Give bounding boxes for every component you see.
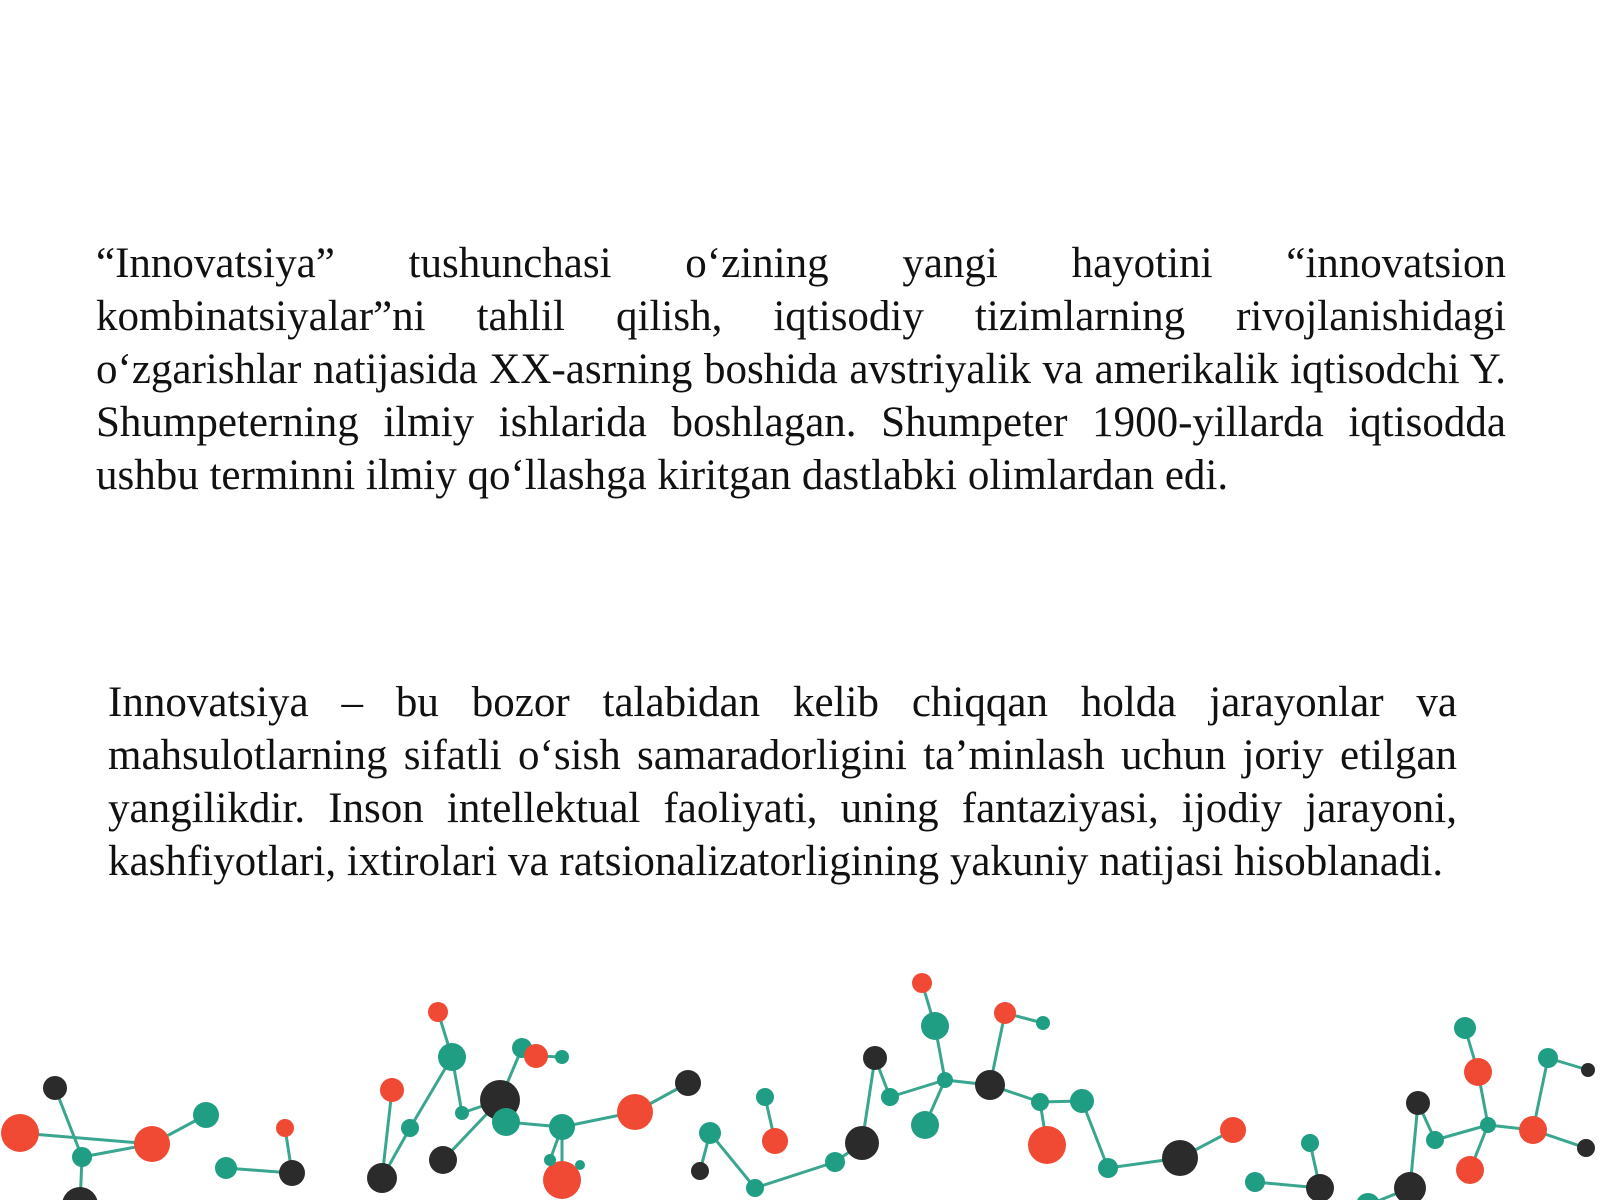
molecule-atom: [1426, 1131, 1444, 1149]
molecule-bond: [20, 1133, 152, 1144]
molecule-atom: [1, 1114, 39, 1152]
molecule-atom: [1406, 1091, 1430, 1115]
molecule-atom: [881, 1088, 899, 1106]
molecule-atom: [1538, 1048, 1558, 1068]
molecule-atom: [921, 1012, 949, 1040]
molecule-atom: [279, 1160, 305, 1186]
molecule-atom: [975, 1070, 1005, 1100]
molecule-network-icon: [0, 950, 1600, 1200]
molecule-atom: [1245, 1172, 1265, 1192]
molecule-atom: [276, 1119, 294, 1137]
molecule-atom: [1464, 1058, 1492, 1086]
molecule-atom: [549, 1114, 575, 1140]
molecule-atom: [1519, 1116, 1547, 1144]
molecule-atom: [62, 1187, 98, 1200]
molecule-atom: [825, 1152, 845, 1172]
molecule-atom: [455, 1106, 469, 1120]
molecule-atom: [1577, 1139, 1595, 1157]
molecule-atom: [1070, 1089, 1094, 1113]
molecule-atom: [1220, 1117, 1246, 1143]
molecule-atom: [911, 1111, 939, 1139]
molecule-atom: [845, 1126, 879, 1160]
molecule-atom: [367, 1163, 397, 1193]
molecule-atom: [1454, 1017, 1476, 1039]
molecule-atom: [1394, 1172, 1426, 1200]
molecule-atom: [544, 1154, 556, 1166]
molecule-atom: [1581, 1063, 1595, 1077]
molecule-atom: [1306, 1174, 1334, 1200]
molecule-atom: [1162, 1140, 1198, 1176]
molecule-atom: [72, 1147, 92, 1167]
molecule-atom: [429, 1146, 457, 1174]
molecule-atom: [1301, 1134, 1319, 1152]
molecule-atom: [1031, 1093, 1049, 1111]
molecule-atom: [1456, 1156, 1484, 1184]
molecule-atom: [555, 1050, 569, 1064]
molecule-atom: [1480, 1117, 1496, 1133]
molecule-atom: [492, 1108, 520, 1136]
molecule-atom: [699, 1122, 721, 1144]
molecule-atom: [1028, 1126, 1066, 1164]
molecule-atom: [428, 1002, 448, 1022]
paragraph-shumpeter: “Innovatsiya” tushunchasi o‘zining yangi hayotini “innovatsion kombinatsiyalar”ni tahlil qilish, iqtisodiy tizimlarning rivojlanishidagi o‘zgarishlar natijasida XX-asrning boshida avstriyalik va amerikalik iqtisodchi Y. Shumpeterning ilmiy ishlarida boshlagan. Shumpeter 1900-yillarda iqtisodda ushbu terminni ilmiy qo‘llashga kiritgan dastlabki olimlardan edi.: [96, 240, 1506, 499]
molecule-atom: [937, 1072, 953, 1088]
molecule-atom: [380, 1078, 404, 1102]
molecule-atom: [193, 1102, 219, 1128]
molecule-atom: [43, 1076, 67, 1100]
molecule-atom: [994, 1002, 1016, 1024]
molecule-atom: [575, 1160, 585, 1170]
molecule-atom: [863, 1046, 887, 1070]
paragraph-innovation-definition: Innovatsiya – bu bozor talabidan kelib chiqqan holda jarayonlar va mahsulotlarning sifatli o‘sish samaradorligini ta’minlash uchun joriy etilgan yangilikdir. Inson intellektual faoliyati, uning fantaziyasi, ijodiy jarayoni, kashfiyotlari, ixtirolari va ratsionalizatorligining yakuniy natijasi hisoblanadi.: [108, 679, 1457, 885]
molecule-atom: [1356, 1193, 1380, 1200]
molecule-atom: [1098, 1158, 1118, 1178]
molecule-atom: [762, 1128, 788, 1154]
molecule-atom: [675, 1070, 701, 1096]
molecule-atom: [438, 1043, 466, 1071]
molecule-atom: [691, 1162, 709, 1180]
molecule-atom: [134, 1126, 170, 1162]
molecule-atom: [524, 1044, 548, 1068]
molecule-atom: [401, 1119, 419, 1137]
molecule-bond: [755, 1162, 835, 1188]
molecule-atom: [1036, 1016, 1050, 1030]
molecule-atom: [215, 1157, 237, 1179]
molecule-atom: [617, 1094, 653, 1130]
molecule-atom: [756, 1088, 774, 1106]
molecule-atom: [746, 1179, 764, 1197]
molecule-atom: [912, 973, 932, 993]
